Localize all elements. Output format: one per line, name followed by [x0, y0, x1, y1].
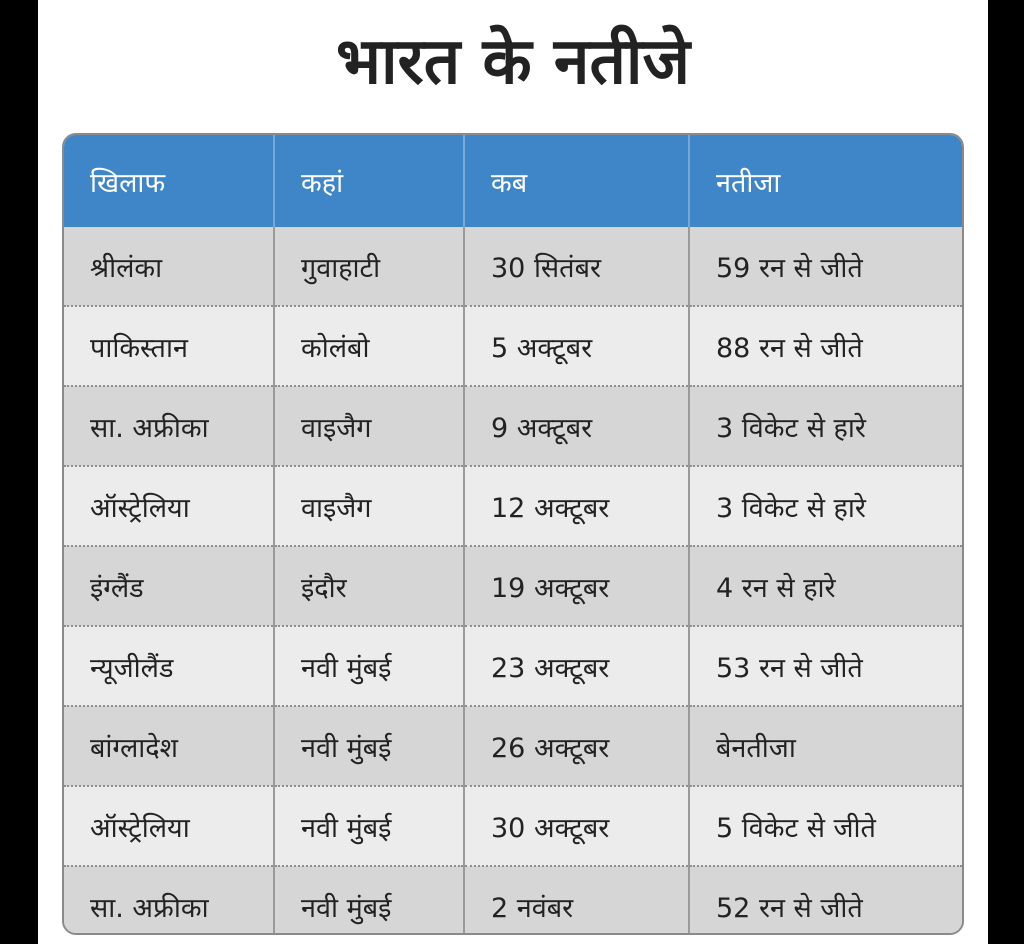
- table-row: [64, 866, 962, 935]
- header-opponent: खिलाफ: [64, 135, 274, 227]
- cell-opponent: पाकिस्तान: [64, 306, 274, 386]
- cell-date: 23 अक्टूबर: [464, 626, 689, 706]
- results-table: [64, 135, 962, 935]
- cell-result: 88 रन से जीते: [689, 306, 962, 386]
- cell-date: 5 अक्टूबर: [464, 306, 689, 386]
- table-header-row: [64, 135, 962, 227]
- cell-result: 5 विकेट से जीते: [689, 786, 962, 866]
- cell-result: 3 विकेट से हारे: [689, 386, 962, 466]
- cell-date: 9 अक्टूबर: [464, 386, 689, 466]
- page-title: भारत के नतीजे: [335, 25, 690, 99]
- cell-opponent: इंग्लैंड: [64, 546, 274, 626]
- cell-date: 2 नवंबर: [464, 866, 689, 935]
- cell-date: 26 अक्टूबर: [464, 706, 689, 786]
- table-row: [64, 466, 962, 546]
- header-date: कब: [464, 135, 689, 227]
- page: [38, 0, 988, 944]
- table-row: [64, 626, 962, 706]
- cell-result: 59 रन से जीते: [689, 227, 962, 306]
- cell-opponent: ऑस्ट्रेलिया: [64, 466, 274, 546]
- cell-venue: वाइजैग: [274, 386, 464, 466]
- cell-result: बेनतीजा: [689, 706, 962, 786]
- cell-venue: वाइजैग: [274, 466, 464, 546]
- results-table-container: [62, 133, 964, 935]
- cell-venue: नवी मुंबई: [274, 706, 464, 786]
- table-row: [64, 306, 962, 386]
- cell-result: 3 विकेट से हारे: [689, 466, 962, 546]
- cell-venue: इंदौर: [274, 546, 464, 626]
- table-row: [64, 546, 962, 626]
- cell-venue: नवी मुंबई: [274, 866, 464, 935]
- table-row: [64, 227, 962, 306]
- cell-result: 52 रन से जीते: [689, 866, 962, 935]
- cell-venue: कोलंबो: [274, 306, 464, 386]
- cell-date: 19 अक्टूबर: [464, 546, 689, 626]
- table-row: [64, 386, 962, 466]
- cell-opponent: न्यूजीलैंड: [64, 626, 274, 706]
- cell-date: 30 सितंबर: [464, 227, 689, 306]
- cell-venue: नवी मुंबई: [274, 626, 464, 706]
- table-row: [64, 786, 962, 866]
- table-row: [64, 706, 962, 786]
- cell-date: 30 अक्टूबर: [464, 786, 689, 866]
- cell-result: 53 रन से जीते: [689, 626, 962, 706]
- cell-date: 12 अक्टूबर: [464, 466, 689, 546]
- cell-venue: नवी मुंबई: [274, 786, 464, 866]
- cell-opponent: ऑस्ट्रेलिया: [64, 786, 274, 866]
- header-result: नतीजा: [689, 135, 962, 227]
- cell-opponent: बांग्लादेश: [64, 706, 274, 786]
- cell-opponent: सा. अफ्रीका: [64, 386, 274, 466]
- cell-result: 4 रन से हारे: [689, 546, 962, 626]
- cell-opponent: सा. अफ्रीका: [64, 866, 274, 935]
- cell-opponent: श्रीलंका: [64, 227, 274, 306]
- header-venue: कहां: [274, 135, 464, 227]
- cell-venue: गुवाहाटी: [274, 227, 464, 306]
